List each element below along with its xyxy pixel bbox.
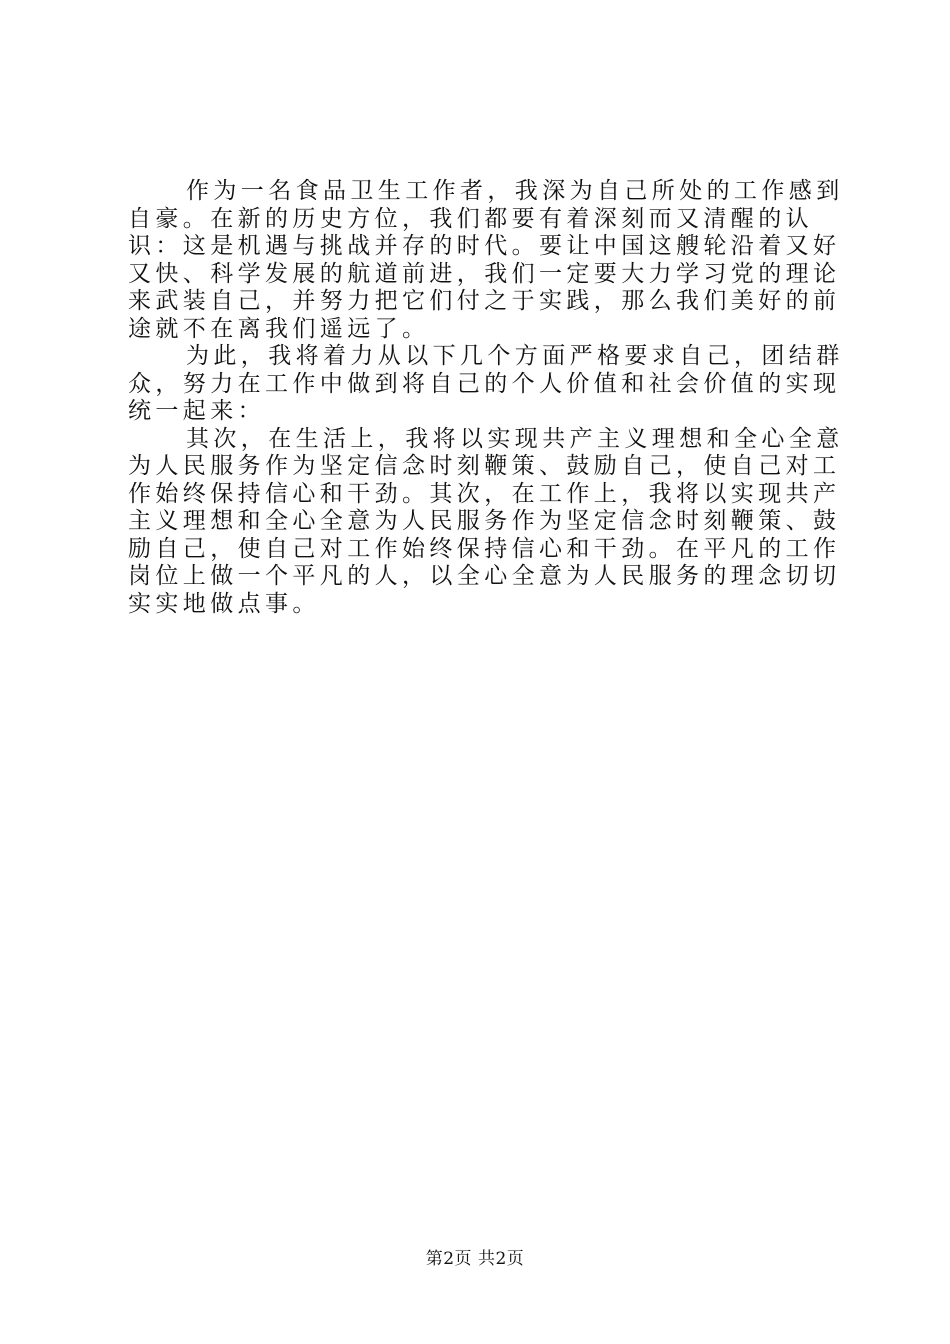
paragraph-2: 为此，我将着力从以下几个方面严格要求自己，团结群众，努力在工作中做到将自己的个人价值和社会价值的实现统一起来：	[128, 343, 844, 424]
document-body	[128, 178, 858, 618]
paragraph-3: 其次，在生活上，我将以实现共产主义理想和全心全意为人民服务作为坚定信念时刻鞭策、鼓励自己，使自己对工作始终保持信心和干劲。其次，在工作上，我将以实现共产主义理想和全心全意为人民服务作为坚定信念时刻鞭策、鼓励自己，使自己对工作始终保持信心和干劲。在平凡的工作岗位上做一个平凡的人，以全心全意为人民服务的理念切切实实地做点事。	[128, 425, 844, 617]
paragraph-1: 作为一名食品卫生工作者，我深为自己所处的工作感到自豪。在新的历史方位，我们都要有着深刻而又清醒的认识：这是机遇与挑战并存的时代。要让中国这艘轮沿着又好又快、科学发展的航道前进，我们一定要大力学习党的理论来武装自己，并努力把它们付之于实践，那么我们美好的前途就不在离我们遥远了。	[128, 178, 844, 342]
page-footer: 第2页 共2页	[425, 1249, 525, 1269]
